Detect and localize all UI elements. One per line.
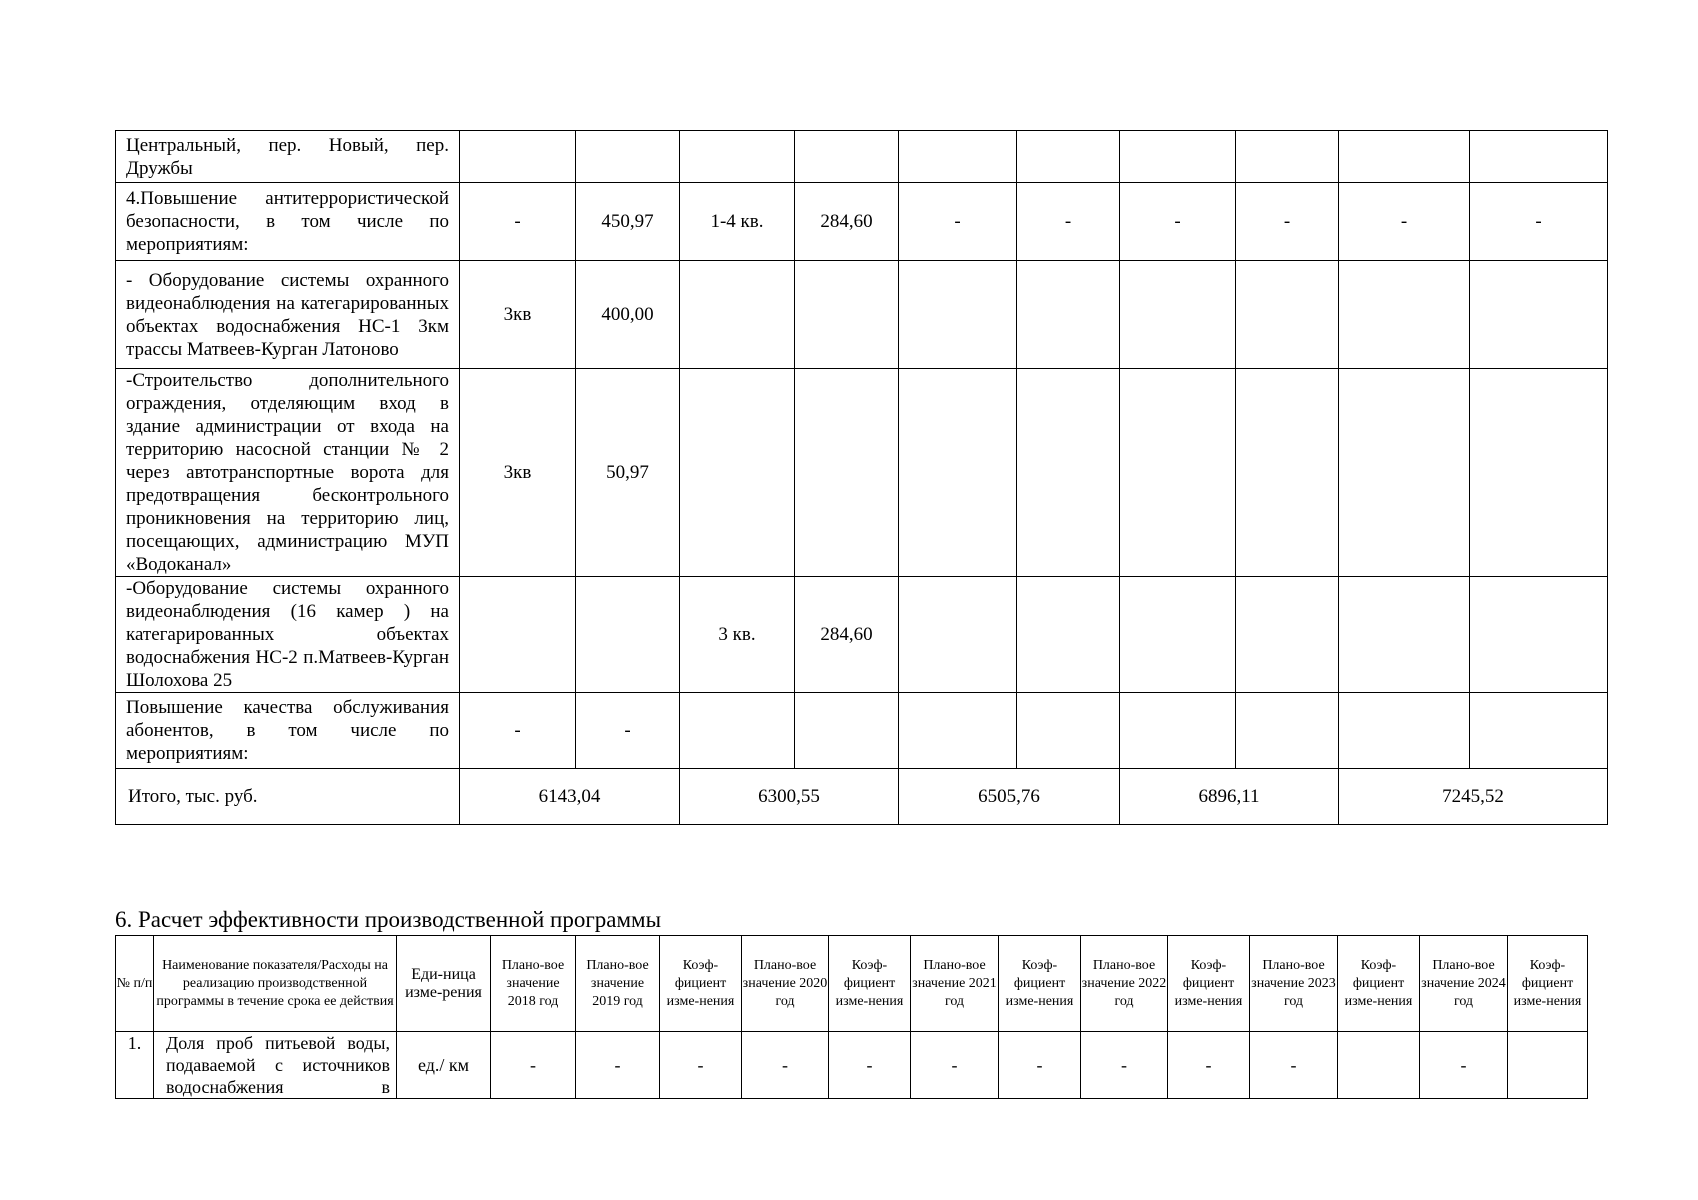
row-name: 4.Повышение антитеррористической безопасности, в том числе по мероприятиям: bbox=[116, 183, 460, 261]
header-coef: Коэф-фициент изме-нения bbox=[829, 936, 911, 1032]
table-cell: - bbox=[576, 693, 680, 769]
section-heading: 6. Расчет эффективности производственной программы bbox=[115, 907, 662, 932]
table-cell bbox=[1236, 693, 1339, 769]
table-cell bbox=[899, 577, 1017, 693]
table-cell: - bbox=[1339, 183, 1470, 261]
table-cell: 3 кв. bbox=[680, 577, 795, 693]
total-value: 6896,11 bbox=[1120, 769, 1339, 825]
table-cell bbox=[1017, 369, 1120, 577]
header-coef: Коэф-фициент изме-нения bbox=[1168, 936, 1250, 1032]
header-unit: Еди-ница изме-рения bbox=[397, 936, 491, 1032]
header-plan-2023: Плано-вое значение 2023 год bbox=[1250, 936, 1338, 1032]
value-cell: - bbox=[742, 1032, 829, 1099]
value-cell: - bbox=[1420, 1032, 1508, 1099]
table-cell bbox=[1017, 261, 1120, 369]
total-value: 6300,55 bbox=[680, 769, 899, 825]
table-cell bbox=[680, 131, 795, 183]
table-cell bbox=[1017, 693, 1120, 769]
row-name bbox=[154, 1032, 397, 1099]
table-cell bbox=[1017, 131, 1120, 183]
value-cell: - bbox=[660, 1032, 742, 1099]
investment-table bbox=[115, 130, 1608, 825]
table-cell: 400,00 bbox=[576, 261, 680, 369]
table-row bbox=[116, 131, 1608, 183]
header-plan-2018: Плано-вое значение 2018 год bbox=[491, 936, 576, 1032]
table-cell: - bbox=[1236, 183, 1339, 261]
table-cell bbox=[1470, 261, 1608, 369]
table-cell bbox=[899, 261, 1017, 369]
table-cell bbox=[460, 131, 576, 183]
table-cell bbox=[1236, 131, 1339, 183]
header-plan-2019: Плано-вое значение 2019 год bbox=[576, 936, 660, 1032]
row-name: Повышение качества обслуживания абонентов, в том числе по мероприятиям: bbox=[116, 693, 460, 769]
table-cell bbox=[1470, 369, 1608, 577]
table-cell: 284,60 bbox=[795, 577, 899, 693]
row-name: -Строительство дополнительного ограждения, отделяющим вход в здание администрации от входа на территорию насосной станции № 2 через автотранспортные ворота для предотвращения бесконтрольного проникновения на территорию лиц, посещающих, администрацию МУП «Водоканал» bbox=[116, 369, 460, 577]
row-name-line: Доля проб питьевой воды, bbox=[166, 1033, 390, 1053]
table-cell bbox=[576, 577, 680, 693]
table-cell bbox=[1236, 577, 1339, 693]
table-cell bbox=[1120, 693, 1236, 769]
value-cell: - bbox=[999, 1032, 1081, 1099]
header-plan-2022: Плано-вое значение 2022 год bbox=[1081, 936, 1168, 1032]
table-cell bbox=[460, 577, 576, 693]
row-name-line: подаваемой с источников bbox=[166, 1055, 390, 1075]
table-cell bbox=[1120, 131, 1236, 183]
table-cell bbox=[1236, 261, 1339, 369]
efficiency-header-row bbox=[116, 936, 1588, 1032]
table-cell: - bbox=[1120, 183, 1236, 261]
total-value: 7245,52 bbox=[1339, 769, 1608, 825]
row-unit: ед./ км bbox=[397, 1032, 491, 1099]
header-num: № п/п bbox=[116, 936, 154, 1032]
table-cell bbox=[1470, 577, 1608, 693]
table-cell: - bbox=[460, 693, 576, 769]
header-coef: Коэф-фициент изме-нения bbox=[1338, 936, 1420, 1032]
table-cell bbox=[1339, 577, 1470, 693]
table-cell bbox=[1120, 577, 1236, 693]
total-value: 6505,76 bbox=[899, 769, 1120, 825]
table-cell bbox=[576, 131, 680, 183]
table-cell bbox=[1017, 577, 1120, 693]
table-cell bbox=[1470, 131, 1608, 183]
table-cell bbox=[680, 261, 795, 369]
value-cell: - bbox=[1250, 1032, 1338, 1099]
table-cell bbox=[795, 261, 899, 369]
value-cell: - bbox=[1081, 1032, 1168, 1099]
efficiency-table bbox=[115, 935, 1588, 1099]
row-name: -Оборудование системы охранного видеонаблюдения (16 камер ) на категарированных объектах водоснабжения НС-2 п.Матвеев-Курган Шолохова 25 bbox=[116, 577, 460, 693]
row-name: - Оборудование системы охранного видеонаблюдения на категарированных объектах водоснабжения НС-1 3км трассы Матвеев-Курган Латоново bbox=[116, 261, 460, 369]
table-row bbox=[116, 369, 1608, 577]
table-cell bbox=[795, 369, 899, 577]
table-cell bbox=[899, 693, 1017, 769]
table-cell: - bbox=[899, 183, 1017, 261]
table-cell bbox=[1470, 693, 1608, 769]
table-cell: 284,60 bbox=[795, 183, 899, 261]
table-cell bbox=[680, 369, 795, 577]
value-cell bbox=[1508, 1032, 1588, 1099]
header-coef: Коэф-фициент изме-нения bbox=[999, 936, 1081, 1032]
row-name: Центральный, пер. Новый, пер. Дружбы bbox=[116, 131, 460, 183]
total-value: 6143,04 bbox=[460, 769, 680, 825]
table-cell: 1-4 кв. bbox=[680, 183, 795, 261]
table-cell: 3кв bbox=[460, 369, 576, 577]
value-cell: - bbox=[576, 1032, 660, 1099]
table-cell: - bbox=[1017, 183, 1120, 261]
table-row bbox=[116, 577, 1608, 693]
table-cell bbox=[795, 693, 899, 769]
table-cell bbox=[680, 693, 795, 769]
total-label: Итого, тыс. руб. bbox=[116, 769, 460, 825]
table-cell bbox=[1339, 131, 1470, 183]
table-cell bbox=[1120, 369, 1236, 577]
table-cell: 450,97 bbox=[576, 183, 680, 261]
table-cell bbox=[1120, 261, 1236, 369]
total-row bbox=[116, 769, 1608, 825]
value-cell: - bbox=[911, 1032, 999, 1099]
table-cell bbox=[1339, 369, 1470, 577]
table-cell bbox=[1339, 261, 1470, 369]
table-row bbox=[116, 183, 1608, 261]
table-cell: - bbox=[1470, 183, 1608, 261]
value-cell bbox=[1338, 1032, 1420, 1099]
header-coef: Коэф-фициент изме-нения bbox=[1508, 936, 1588, 1032]
header-plan-2020: Плано-вое значение 2020 год bbox=[742, 936, 829, 1032]
table-cell bbox=[795, 131, 899, 183]
table-cell bbox=[1236, 369, 1339, 577]
value-cell: - bbox=[1168, 1032, 1250, 1099]
header-plan-2021: Плано-вое значение 2021 год bbox=[911, 936, 999, 1032]
value-cell: - bbox=[491, 1032, 576, 1099]
table-cell bbox=[899, 369, 1017, 577]
row-name-line: водоснабжения в bbox=[166, 1077, 390, 1097]
efficiency-row bbox=[116, 1032, 1588, 1099]
table-cell bbox=[1339, 693, 1470, 769]
table-row bbox=[116, 693, 1608, 769]
table-cell: - bbox=[460, 183, 576, 261]
header-name: Наименование показателя/Расходы на реализацию производственной программы в течение срока ее действия bbox=[154, 936, 397, 1032]
row-number: 1. bbox=[116, 1032, 154, 1099]
table-cell bbox=[899, 131, 1017, 183]
table-cell: 3кв bbox=[460, 261, 576, 369]
value-cell: - bbox=[829, 1032, 911, 1099]
header-plan-2024: Плано-вое значение 2024 год bbox=[1420, 936, 1508, 1032]
header-coef: Коэф-фициент изме-нения bbox=[660, 936, 742, 1032]
table-cell: 50,97 bbox=[576, 369, 680, 577]
table-row bbox=[116, 261, 1608, 369]
